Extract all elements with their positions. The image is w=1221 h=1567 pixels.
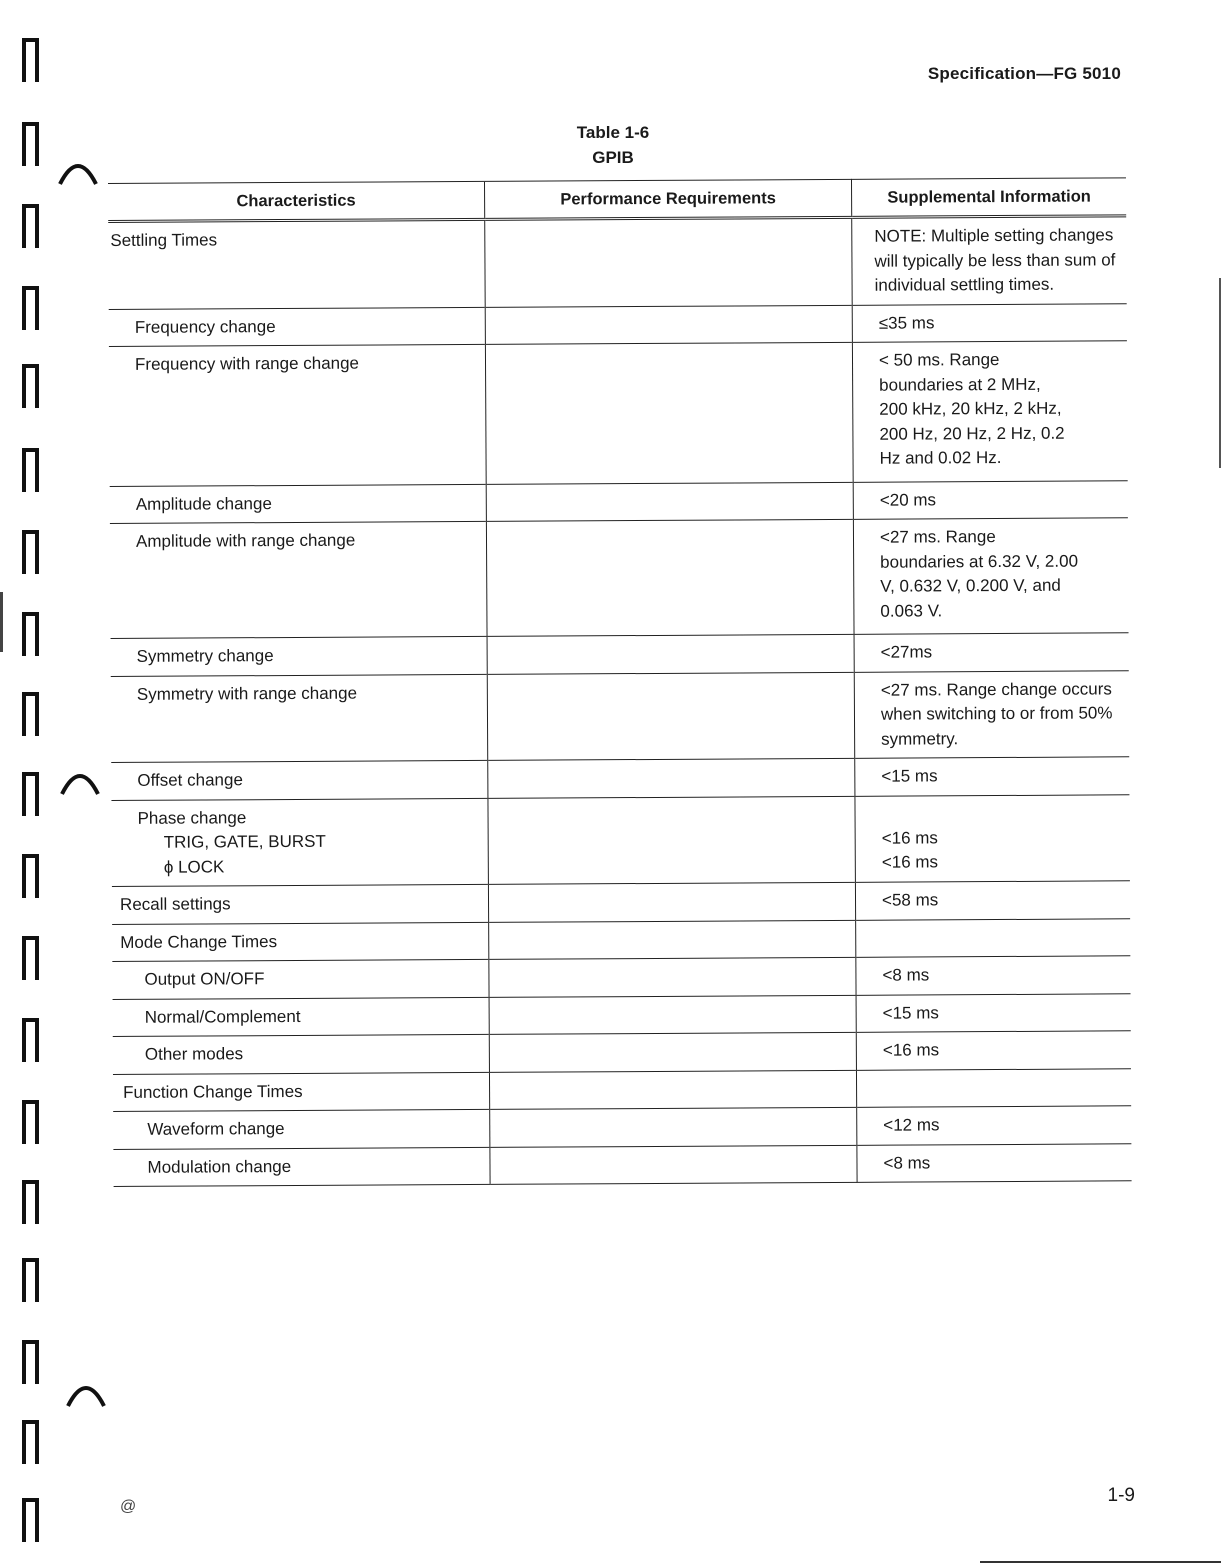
table-row [113,993,1131,1036]
table-number: Table 1-6 [576,123,650,142]
running-header: Specification—FG 5010 [927,64,1121,83]
characteristic-label: Phase change [137,807,247,828]
performance-cell [485,342,853,484]
performance-cell [489,920,856,960]
supplemental-value: <16 ms [881,827,938,848]
binder-hole-icon [20,1418,42,1454]
performance-cell [489,1032,856,1072]
characteristic-sub-label: ϕ LOCK [163,856,225,877]
characteristic-cell: Symmetry with range change [111,674,488,763]
binder-hole-icon [20,36,42,72]
supplemental-cell: <15 ms [855,757,1130,796]
table-row [113,1143,1131,1186]
characteristic-sub-label: TRIG, GATE, BURST [163,831,326,852]
supplemental-cell: <20 ms [853,480,1128,519]
performance-cell [488,758,855,798]
supplemental-cell: NOTE: Multiple setting changes will typically be less than sum of individual settling times. [852,216,1127,305]
table-title: GPIB [592,148,634,167]
supplemental-cell: <27 ms. Range change occurs when switching to or from 50% symmetry. [854,670,1129,758]
table-row [111,670,1129,762]
characteristic-cell: Waveform change [113,1109,490,1149]
binder-hole-icon [20,1256,42,1292]
supplemental-value: <16 ms [881,852,939,872]
binder-hole-icon [20,1098,42,1134]
ring-arc-icon [64,1378,108,1408]
table-row [113,1068,1131,1111]
table-row [112,956,1130,999]
performance-cell [490,1107,857,1147]
binder-hole-icon [20,528,42,564]
supplemental-cell: ≤35 ms [852,303,1127,342]
performance-cell [486,519,854,636]
column-header-supplemental: Supplemental Information [851,178,1126,218]
characteristic-cell: Amplitude with range change [110,521,487,638]
characteristic-cell: Mode Change Times [112,922,489,962]
supplemental-cell: <27 ms. Range boundaries at 6.32 V, 2.00 V, 0.632 V, 0.200 V, and 0.063 V. [853,518,1128,635]
performance-cell [485,305,852,345]
supplemental-cell [856,1068,1131,1107]
table-row [109,341,1128,486]
binder-hole-icon [20,1178,42,1214]
supplemental-cell: < 50 ms. Range boundaries at 2 MHz, 200 kHz, 20 kHz, 2 kHz, 200 Hz, 20 Hz, 2 Hz, 0.2 Hz and 0.02 Hz. [852,341,1127,482]
performance-cell [489,995,856,1035]
performance-cell [488,882,855,922]
table-row [109,303,1127,346]
table-row [112,918,1130,961]
footer-mark: @ [120,1498,137,1515]
binder-hole-icon [20,1016,42,1052]
characteristic-cell [111,798,488,887]
characteristic-cell: Recall settings [112,884,489,924]
table-row [110,518,1129,639]
characteristic-cell: Symmetry change [111,636,488,676]
characteristic-cell: Settling Times [108,219,485,309]
table-caption [0,120,1221,170]
characteristic-cell: Amplitude change [110,484,487,524]
performance-cell [490,1145,857,1185]
page-number: 1-9 [1107,1485,1135,1506]
binder-hole-icon [20,690,42,726]
supplemental-cell: <58 ms [855,881,1130,920]
binder-hole-icon [20,1496,42,1532]
binder-hole-icon [20,852,42,888]
supplemental-cell [856,918,1131,957]
performance-cell [487,672,854,761]
performance-cell [485,217,852,307]
characteristic-cell: Normal/Complement [113,997,490,1037]
table-row [108,216,1126,309]
performance-cell [489,957,856,997]
column-header-performance: Performance Requirements [484,179,851,219]
characteristic-cell: Frequency change [109,307,486,347]
supplemental-cell: <27ms [854,633,1129,672]
table-row [113,1106,1131,1149]
performance-cell [489,1070,856,1110]
ring-arc-icon [58,766,102,796]
scan-edge-mark [0,592,3,652]
binder-hole-icon [20,1338,42,1374]
table-row [111,757,1129,800]
performance-cell [487,634,854,674]
table-row [111,633,1129,676]
characteristic-cell: Other modes [113,1034,490,1074]
binder-hole-icon [20,770,42,806]
characteristic-cell: Function Change Times [113,1072,490,1112]
table-row [111,794,1129,886]
table-row [112,881,1130,924]
binder-hole-icon [20,610,42,646]
characteristic-cell: Offset change [111,760,488,800]
supplemental-cell: <16 ms [856,1031,1131,1070]
bottom-rule [980,1561,1221,1563]
characteristic-cell: Frequency with range change [109,344,486,486]
gpib-spec-table [108,177,1132,1187]
supplemental-cell: <8 ms [857,1143,1132,1182]
binder-hole-icon [20,362,42,398]
supplemental-cell [855,794,1130,882]
column-header-characteristics: Characteristics [108,181,485,221]
table-row [110,480,1128,523]
supplemental-cell: <12 ms [857,1106,1132,1145]
performance-cell [488,796,855,885]
supplemental-cell: <8 ms [856,956,1131,995]
performance-cell [486,482,853,522]
table-header-row [108,178,1126,222]
table-row [113,1031,1131,1074]
characteristic-cell: Output ON/OFF [112,959,489,999]
supplemental-cell: <15 ms [856,993,1131,1032]
binder-hole-icon [20,284,42,320]
binder-hole-icon [20,202,42,238]
characteristic-cell: Modulation change [113,1147,490,1187]
binder-hole-icon [20,934,42,970]
binder-hole-icon [20,446,42,482]
